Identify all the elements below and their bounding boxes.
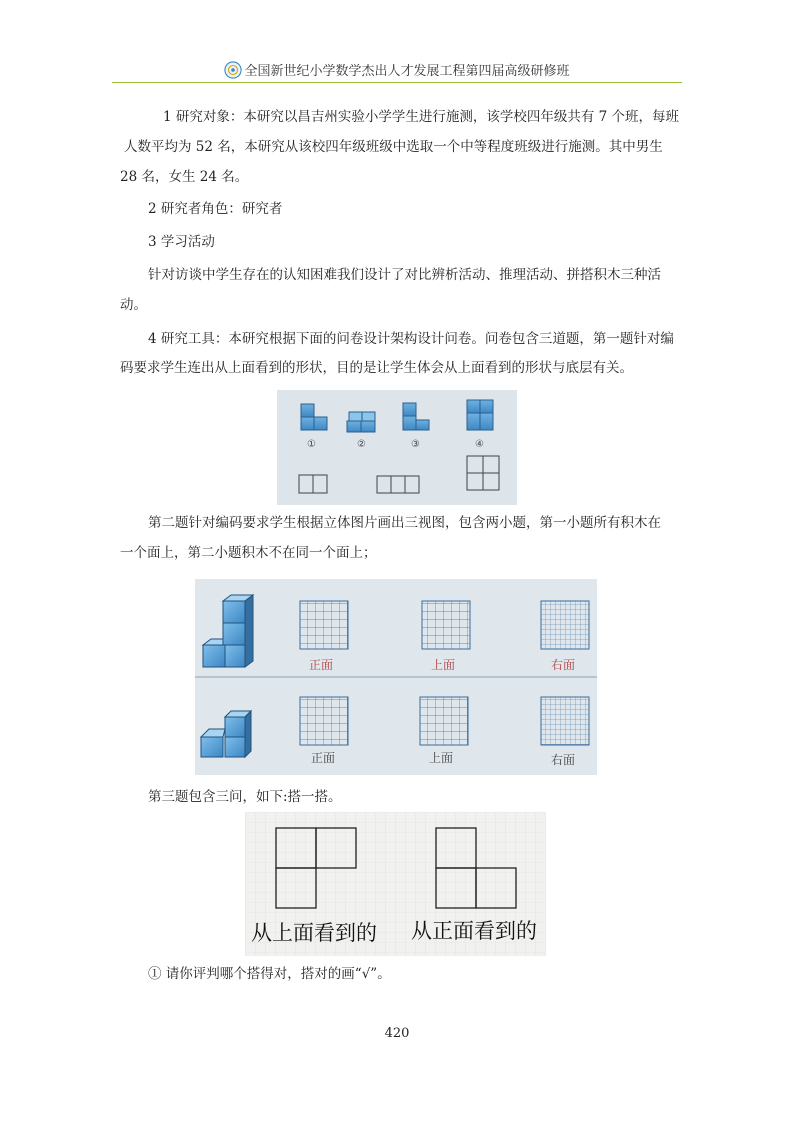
fig1-label-2: ② — [357, 439, 366, 450]
fig1-label-3: ③ — [411, 439, 420, 450]
page-number: 420 — [384, 1026, 410, 1041]
fig1-label-4: ④ — [475, 439, 484, 450]
fig1-label-1: ① — [307, 439, 316, 450]
para-4-line-1: 针对访谈中学生存在的认知困难我们设计了对比辨析活动、推理活动、拼搭积木三种活 — [148, 267, 661, 283]
para-6-line-1: 第二题针对编码要求学生根据立体图片画出三视图，包含两小题，第一小题所有积木在 — [148, 515, 661, 531]
figure-2-three-views — [195, 579, 597, 775]
para-1-line-2: 人数平均为 52 名，本研究从该校四年级班级中选取一个中等程度班级进行施测。其中男生 — [124, 139, 663, 155]
para-6-line-2: 一个面上，第二小题积木不在同一个面上； — [120, 545, 377, 561]
caption-front-view: 从正面看到的 — [411, 919, 537, 943]
figure-3-build-views — [245, 812, 546, 956]
header-title: 全国新世纪小学数学杰出人才发展工程第四届高级研修班 — [244, 64, 570, 79]
para-1-line-3: 28 名，女生 24 名。 — [120, 169, 249, 185]
para-2: 2 研究者角色：研究者 — [148, 201, 283, 217]
running-header — [112, 60, 682, 79]
para-3: 3 学习活动 — [148, 234, 215, 250]
cube-shape-2 — [347, 412, 375, 432]
para-4-line-2: 动。 — [120, 297, 147, 313]
figure-1-cubes-top-view — [277, 390, 517, 505]
cube-shape-1 — [301, 404, 327, 430]
header-rule — [112, 82, 682, 83]
cube-shape-4 — [467, 400, 493, 430]
cube-shape-3 — [403, 403, 429, 430]
r2-label-right: 右面 — [551, 753, 576, 767]
r1-label-right: 右面 — [551, 658, 576, 672]
para-5-line-1: 4 研究工具：本研究根据下面的问卷设计架构设计问卷。问卷包含三道题，第一题针对编 — [148, 331, 674, 347]
para-1-line-1: 1 研究对象：本研究以昌吉州实验小学学生进行施测，该学校四年级共有 7 个班，每班 — [163, 109, 680, 125]
r1-label-top: 上面 — [431, 658, 456, 672]
para-7: 第三题包含三问，如下:搭一搭。 — [148, 789, 342, 805]
r2-label-front: 正面 — [311, 751, 336, 765]
r2-label-top: 上面 — [429, 751, 454, 765]
para-8: ① 请你评判哪个搭得对，搭对的画“√”。 — [148, 966, 391, 982]
top-view-answer-shapes — [299, 456, 499, 493]
solid-figure-2 — [201, 711, 251, 757]
solid-figure-1 — [203, 595, 253, 667]
r1-label-front: 正面 — [309, 658, 334, 672]
caption-top-view: 从上面看到的 — [251, 921, 377, 945]
logo-icon — [224, 61, 242, 79]
para-5-line-2: 码要求学生连出从上面看到的形状，目的是让学生体会从上面看到的形状与底层有关。 — [120, 360, 633, 376]
